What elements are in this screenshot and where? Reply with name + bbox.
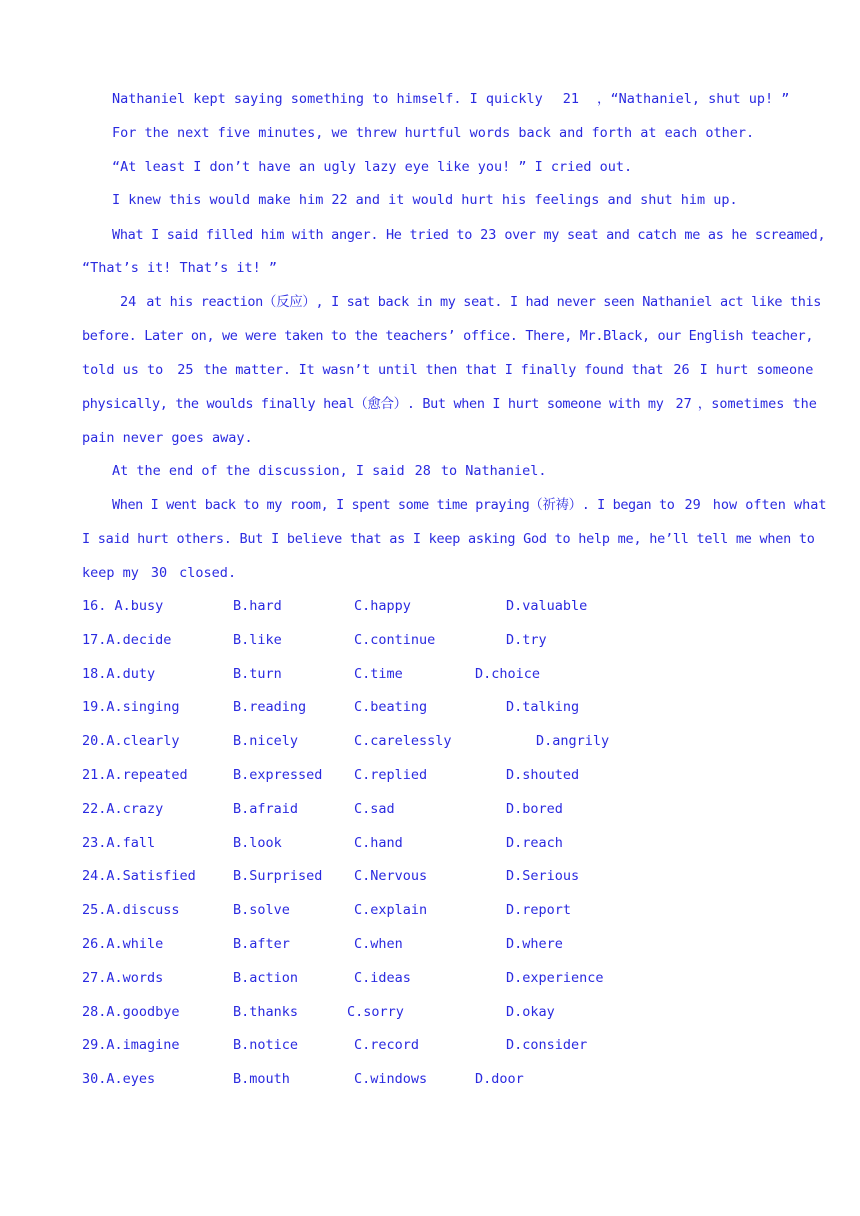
option-b: B.Surprised: [233, 868, 323, 885]
option-b: B.like: [233, 631, 282, 648]
option-a: 21.A.repeated: [82, 767, 188, 783]
option-b: B.expressed: [233, 767, 323, 783]
option-a: 24.A.Satisfied: [82, 868, 196, 885]
passage-line: Nathaniel kept saying something to himself. I quickly 21 ，“Nathaniel, shut up! ”: [82, 82, 788, 116]
passage-line: keep my 30 closed.: [82, 556, 788, 590]
blank-number: 25: [177, 362, 194, 378]
option-d: D.bored: [506, 800, 563, 817]
blank-number: 24: [120, 294, 137, 310]
option-c: C.Nervous: [354, 868, 428, 885]
passage-line: When I went back to my room, I spent some time praying（祈祷）. I began to 29 how often what: [82, 488, 788, 522]
question-row: [82, 758, 782, 792]
option-b: B.after: [233, 936, 290, 952]
option-d: D.where: [506, 936, 563, 952]
question-row: [82, 589, 782, 623]
option-d: D.okay: [506, 1003, 555, 1020]
option-d: D.report: [506, 902, 572, 919]
question-row: [82, 859, 782, 893]
option-c: C.ideas: [354, 969, 411, 986]
option-d: D.door: [475, 1071, 524, 1088]
option-b: B.afraid: [233, 800, 299, 817]
blank-number: 23: [480, 227, 497, 243]
passage-line: What I said filled him with anger. He tried to 23 over my seat and catch me as he screamed,: [82, 218, 788, 252]
option-b: B.turn: [233, 665, 282, 682]
passage-line: told us to 25 the matter. It wasn’t until then that I finally found that 26 I hurt someone: [82, 353, 788, 387]
option-c: C.hand: [354, 834, 403, 851]
option-c: C.record: [354, 1037, 420, 1054]
question-row: [82, 1028, 782, 1062]
option-d: D.choice: [475, 665, 541, 682]
option-b: B.nicely: [233, 733, 299, 750]
blank-number: 29: [684, 497, 701, 513]
question-row: [82, 623, 782, 657]
question-row: [82, 690, 782, 724]
option-d: D.Serious: [506, 868, 580, 885]
blank-number: 28: [414, 463, 431, 479]
passage-line: At the end of the discussion, I said 28 to Nathaniel.: [82, 454, 788, 488]
passage-line: physically, the woulds finally heal（愈合）. But when I hurt someone with my 27 ，sometimes the: [82, 387, 788, 421]
option-b: B.notice: [233, 1037, 299, 1054]
option-a: 23.A.fall: [82, 834, 156, 851]
option-a: 18.A.duty: [82, 665, 156, 682]
option-c: C.sad: [354, 800, 395, 817]
option-b: B.hard: [233, 598, 282, 614]
option-c: C.carelessly: [354, 733, 452, 750]
passage-line: I knew this would make him 22 and it would hurt his feelings and shut him up.: [82, 183, 788, 217]
option-a: 30.A.eyes: [82, 1071, 156, 1088]
question-row: [82, 826, 782, 860]
passage-line: For the next five minutes, we threw hurtful words back and forth at each other.: [112, 125, 755, 141]
question-row: [82, 657, 782, 691]
option-a: 25.A.discuss: [82, 902, 180, 919]
question-row: [82, 724, 782, 758]
option-a: 20.A.clearly: [82, 733, 180, 750]
passage-line: pain never goes away.: [82, 430, 253, 446]
option-d: D.valuable: [506, 598, 588, 614]
option-a: 17.A.decide: [82, 631, 172, 648]
option-a: 16. A.busy: [82, 598, 164, 614]
option-d: D.try: [506, 631, 547, 648]
option-c: C.continue: [354, 631, 436, 648]
option-d: D.talking: [506, 699, 580, 716]
option-c: C.sorry: [347, 1003, 404, 1020]
passage-line: “That’s it! That’s it! ”: [82, 260, 278, 276]
option-c: C.happy: [354, 598, 411, 614]
option-b: B.thanks: [233, 1003, 299, 1020]
option-c: C.windows: [354, 1071, 428, 1088]
option-a: 29.A.imagine: [82, 1037, 180, 1054]
option-c: C.time: [354, 665, 403, 682]
option-a: 28.A.goodbye: [82, 1003, 180, 1020]
question-row: [82, 961, 782, 995]
question-row: [82, 792, 782, 826]
question-row: [82, 927, 782, 961]
option-a: 27.A.words: [82, 969, 164, 986]
option-c: C.beating: [354, 699, 428, 716]
option-b: B.mouth: [233, 1071, 290, 1088]
option-d: D.angrily: [536, 733, 610, 750]
option-b: B.action: [233, 969, 299, 986]
question-row: [82, 893, 782, 927]
passage-line: I said hurt others. But I believe that as I keep asking God to help me, he’ll tell me when to: [82, 531, 815, 547]
passage-line: before. Later on, we were taken to the teachers’ office. There, Mr.Black, our English teacher,: [82, 328, 814, 344]
option-a: 22.A.crazy: [82, 800, 164, 817]
blank-number: 22: [331, 192, 348, 208]
question-row: [82, 1062, 782, 1096]
option-c: C.replied: [354, 767, 428, 783]
blank-number: 27: [675, 396, 692, 412]
option-d: D.experience: [506, 969, 604, 986]
option-c: C.when: [354, 936, 403, 952]
option-b: B.reading: [233, 699, 307, 716]
option-d: D.shouted: [506, 767, 580, 783]
option-d: D.reach: [506, 834, 563, 851]
option-c: C.explain: [354, 902, 428, 919]
option-a: 26.A.while: [82, 936, 164, 952]
option-d: D.consider: [506, 1037, 588, 1054]
blank-number: 26: [673, 362, 690, 378]
option-b: B.look: [233, 834, 282, 851]
passage-line: 24 at his reaction（反应）, I sat back in my seat. I had never seen Nathaniel act like this: [82, 285, 788, 319]
question-row: [82, 995, 782, 1029]
blank-number: 21: [562, 91, 580, 107]
option-b: B.solve: [233, 902, 290, 919]
blank-number: 30: [150, 565, 168, 581]
passage-line: “At least I don’t have an ugly lazy eye like you! ” I cried out.: [112, 159, 633, 175]
option-a: 19.A.singing: [82, 699, 180, 716]
